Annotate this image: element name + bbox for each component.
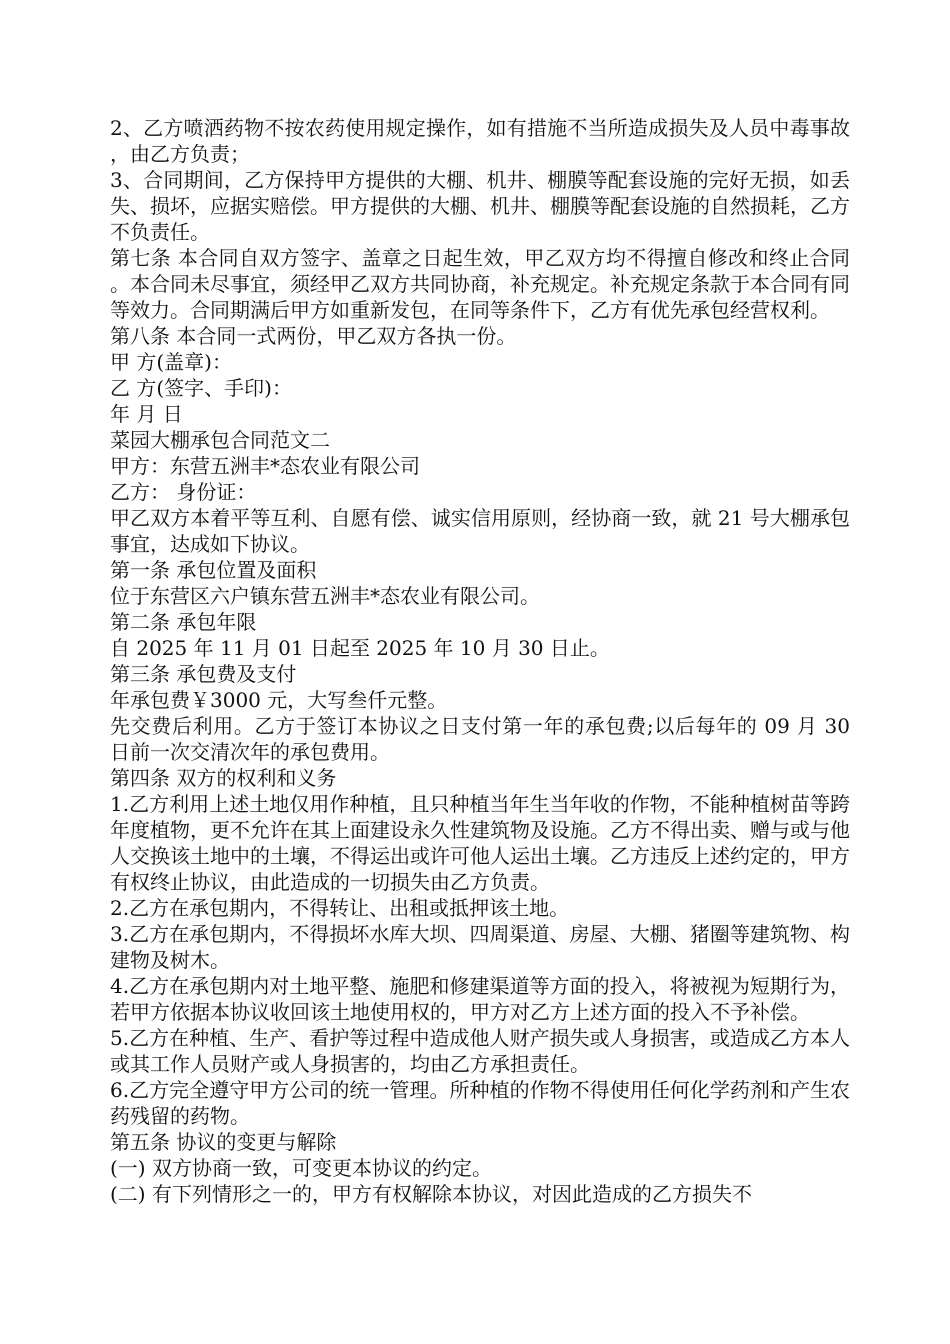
clause-3-facilities: 3、合同期间，乙方保持甲方提供的大棚、机井、棚膜等配套设施的完好无损，如丢失、损坏，应据实赔偿。甲方提供的大棚、机井、棚膜等配套设施的自然损耗，乙方不负责任。 xyxy=(110,168,850,244)
article-4-item-1: 1.乙方利用上述土地仅用作种植，且只种植当年生当年收的作物，不能种植树苗等跨年度植物，更不允许在其上面建设永久性建筑物及设施。乙方不得出卖、赠与或与他人交换该土地中的土壤，不得运出或许可他人运出土壤。乙方违反上述约定的，甲方有权终止协议，由此造成的一切损失由乙方负责。 xyxy=(110,792,850,894)
article-2-body: 自 2025 年 11 月 01 日起至 2025 年 10 月 30 日止。 xyxy=(110,636,610,660)
section-title-sample-2: 菜园大棚承包合同范文二 xyxy=(110,428,330,452)
article-2-heading: 第二条 承包年限 xyxy=(110,610,257,634)
article-3-heading: 第三条 承包费及支付 xyxy=(110,662,297,686)
party-b-id-line: 乙方： 身份证： xyxy=(110,480,257,504)
party-a-name: 甲方：东营五洲丰*态农业有限公司 xyxy=(110,454,420,478)
article-1-body: 位于东营区六户镇东营五洲丰*态农业有限公司。 xyxy=(110,584,540,608)
article-5-item-2: (二) 有下列情形之一的，甲方有权解除本协议，对因此造成的乙方损失不 xyxy=(110,1182,752,1206)
party-a-seal-line: 甲 方(盖章)： xyxy=(110,350,232,374)
article-3-fee: 年承包费￥3000 元，大写叁仟元整。 xyxy=(110,688,448,712)
clause-2-pesticide: 2、乙方喷洒药物不按农药使用规定操作，如有措施不当所造成损失及人员中毒事故，由乙方负责； xyxy=(110,116,850,166)
article-7-effect: 第七条 本合同自双方签字、盖章之日起生效，甲乙双方均不得擅自修改和终止合同。本合同未尽事宜，须经甲乙双方共同协商，补充规定。补充规定条款于本合同有同等效力。合同期满后甲方如重新发包，在同等条件下，乙方有优先承包经营权利。 xyxy=(110,246,850,322)
article-5-heading: 第五条 协议的变更与解除 xyxy=(110,1130,337,1154)
preamble: 甲乙双方本着平等互利、自愿有偿、诚实信用原则，经协商一致，就 21 号大棚承包事宜，达成如下协议。 xyxy=(110,506,850,556)
article-4-item-6: 6.乙方完全遵守甲方公司的统一管理。所种植的作物不得使用任何化学药剂和产生农药残留的药物。 xyxy=(110,1078,850,1128)
article-4-item-5: 5.乙方在种植、生产、看护等过程中造成他人财产损失或人身损害，或造成乙方本人或其工作人员财产或人身损害的，均由乙方承担责任。 xyxy=(110,1026,850,1076)
article-4-heading: 第四条 双方的权利和义务 xyxy=(110,766,337,790)
article-8-copies: 第八条 本合同一式两份，甲乙双方各执一份。 xyxy=(110,324,517,348)
party-b-sign-line: 乙 方(签字、手印)： xyxy=(110,376,292,400)
article-3-payment: 先交费后利用。乙方于签订本协议之日支付第一年的承包费;以后每年的 09 月 30 日前一次交清次年的承包费用。 xyxy=(110,714,857,764)
article-4-item-4: 4.乙方在承包期内对土地平整、施肥和修建渠道等方面的投入，将被视为短期行为，若甲方依据本协议收回该土地使用权的，甲方对乙方上述方面的投入不予补偿。 xyxy=(110,974,850,1024)
contract-document xyxy=(110,115,857,1207)
article-1-heading: 第一条 承包位置及面积 xyxy=(110,558,317,582)
article-5-item-1: (一) 双方协商一致，可变更本协议的约定。 xyxy=(110,1156,492,1180)
date-line: 年 月 日 xyxy=(110,402,183,426)
article-4-item-3: 3.乙方在承包期内，不得损坏水库大坝、四周渠道、房屋、大棚、猪圈等建筑物、构建物及树木。 xyxy=(110,922,850,972)
article-4-item-2: 2.乙方在承包期内，不得转让、出租或抵押该土地。 xyxy=(110,896,570,920)
